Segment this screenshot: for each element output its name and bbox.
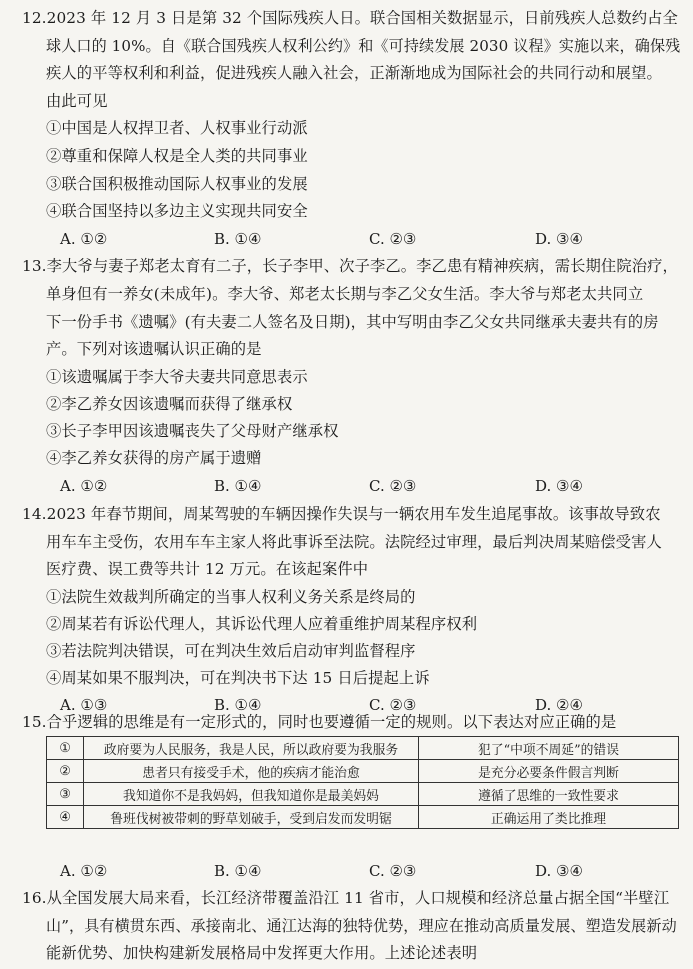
q13-stem-line: 产。下列对该遗嘱认识正确的是 xyxy=(46,340,262,358)
table-cell-statement: 政府要为人民服务，我是人民，所以政府要为我服务 xyxy=(84,737,419,760)
table-cell-judgment: 是充分必要条件假言判断 xyxy=(419,760,679,783)
q14-statement: ②周某若有诉讼代理人，其诉讼代理人应着重维护周某程序权利 xyxy=(46,615,478,633)
q15-option-a: A. ①② xyxy=(60,862,108,880)
table-row xyxy=(47,737,679,760)
q13-option-c: C. ②③ xyxy=(369,477,417,495)
table-row xyxy=(47,760,679,783)
table-cell-judgment: 正确运用了类比推理 xyxy=(419,806,679,829)
q15-option-b: B. ①④ xyxy=(214,862,262,880)
table-cell-statement: 鲁班伐树被带刺的野草划破手，受到启发而发明锯 xyxy=(84,806,419,829)
table-row xyxy=(47,806,679,829)
q12-statement: ①中国是人权捍卫者、人权事业行动派 xyxy=(46,119,308,137)
q14-statement: ①法院生效裁判所确定的当事人权利义务关系是终局的 xyxy=(46,588,416,606)
q12-stem-line: 由此可见 xyxy=(46,92,108,110)
q12-option-d: D. ③④ xyxy=(535,230,583,248)
table-cell-statement: 患者只有接受手术，他的疾病才能治愈 xyxy=(84,760,419,783)
q12-option-b: B. ①④ xyxy=(214,230,262,248)
q12-stem-line: 疾人的平等权利和利益，促进残疾人融入社会，正渐渐地成为国际社会的共同行动和展望。 xyxy=(46,64,662,82)
q12-stem-line: 球人口的 10%。自《联合国残疾人权利公约》和《可持续发展 2030 议程》实施以来，确保残 xyxy=(46,37,681,55)
q14-statement: ③若法院判决错误，可在判决生效后启动审判监督程序 xyxy=(46,642,416,660)
q14-option-d: D. ②④ xyxy=(535,696,583,714)
q16-stem-line: 能新优势、加快构建新发展格局中发挥更大作用。上述论述表明 xyxy=(46,944,478,962)
table-cell-judgment: 犯了“中项不周延”的错误 xyxy=(419,737,679,760)
q14-option-a: A. ①③ xyxy=(60,696,108,714)
q13-option-d: D. ③④ xyxy=(535,477,583,495)
table-cell-judgment: 遵循了思维的一致性要求 xyxy=(419,783,679,806)
q16-stem-line: 山”，具有横贯东西、承接南北、通江达海的独特优势，理应在推动高质量发展、塑造发展新动 xyxy=(46,917,677,935)
q15-option-d: D. ③④ xyxy=(535,862,583,880)
table-cell-num: ③ xyxy=(47,783,84,806)
q16-stem-line: 16.从全国发展大局来看，长江经济带覆盖沿江 11 省市，人口规模和经济总量占据全国“半壁江 xyxy=(22,889,670,907)
q15-logic-table xyxy=(46,736,679,829)
q13-statement: ③长子李甲因该遗嘱丧失了父母财产继承权 xyxy=(46,422,339,440)
q13-option-b: B. ①④ xyxy=(214,477,262,495)
q15-option-c: C. ②③ xyxy=(369,862,417,880)
q14-stem-line: 14.2023 年春节期间，周某驾驶的车辆因操作失误与一辆农用车发生追尾事故。该事故导致农 xyxy=(22,505,661,523)
q15-stem-line: 15.合乎逻辑的思维是有一定形式的，同时也要遵循一定的规则。以下表达对应正确的是 xyxy=(22,713,617,731)
q12-stem-line: 12.2023 年 12 月 3 日是第 32 个国际残疾人日。联合国相关数据显示，日前残疾人总数约占全 xyxy=(22,9,678,27)
table-row xyxy=(47,783,679,806)
q14-option-b: B. ①④ xyxy=(214,696,262,714)
q13-statement: ②李乙养女因该遗嘱而获得了继承权 xyxy=(46,395,293,413)
q13-stem-line: 下一份手书《遗嘱》(有夫妻二人签名及日期)，其中写明由李乙父女共同继承夫妻共有的房 xyxy=(46,313,659,331)
q13-option-a: A. ①② xyxy=(60,477,108,495)
q13-statement: ④李乙养女获得的房产属于遗赠 xyxy=(46,449,262,467)
q12-statement: ②尊重和保障人权是全人类的共同事业 xyxy=(46,147,308,165)
q14-option-c: C. ②③ xyxy=(369,696,417,714)
q12-statement: ④联合国坚持以多边主义实现共同安全 xyxy=(46,202,308,220)
table-cell-num: ② xyxy=(47,760,84,783)
q12-statement: ③联合国积极推动国际人权事业的发展 xyxy=(46,175,308,193)
q13-statement: ①该遗嘱属于李大爷夫妻共同意思表示 xyxy=(46,368,308,386)
q12-option-c: C. ②③ xyxy=(369,230,417,248)
q13-stem-line: 单身但有一养女(未成年)。李大爷、郑老太长期与李乙父女生活。李大爷与郑老太共同立 xyxy=(46,285,644,303)
table-cell-num: ④ xyxy=(47,806,84,829)
q14-stem-line: 医疗费、误工费等共计 12 万元。在该起案件中 xyxy=(46,560,369,578)
table-cell-num: ① xyxy=(47,737,84,760)
q14-stem-line: 用车车主受伤，农用车车主家人将此事诉至法院。法院经过审理，最后判决周某赔偿受害人 xyxy=(46,533,662,551)
table-cell-statement: 我知道你不是我妈妈，但我知道你是最美妈妈 xyxy=(84,783,419,806)
q12-option-a: A. ①② xyxy=(60,230,108,248)
q14-statement: ④周某如果不服判决，可在判决书下达 15 日后提起上诉 xyxy=(46,669,430,687)
q13-stem-line: 13.李大爷与妻子郑老太育有二子，长子李甲、次子李乙。李乙患有精神疾病，需长期住院治疗， xyxy=(22,257,678,275)
